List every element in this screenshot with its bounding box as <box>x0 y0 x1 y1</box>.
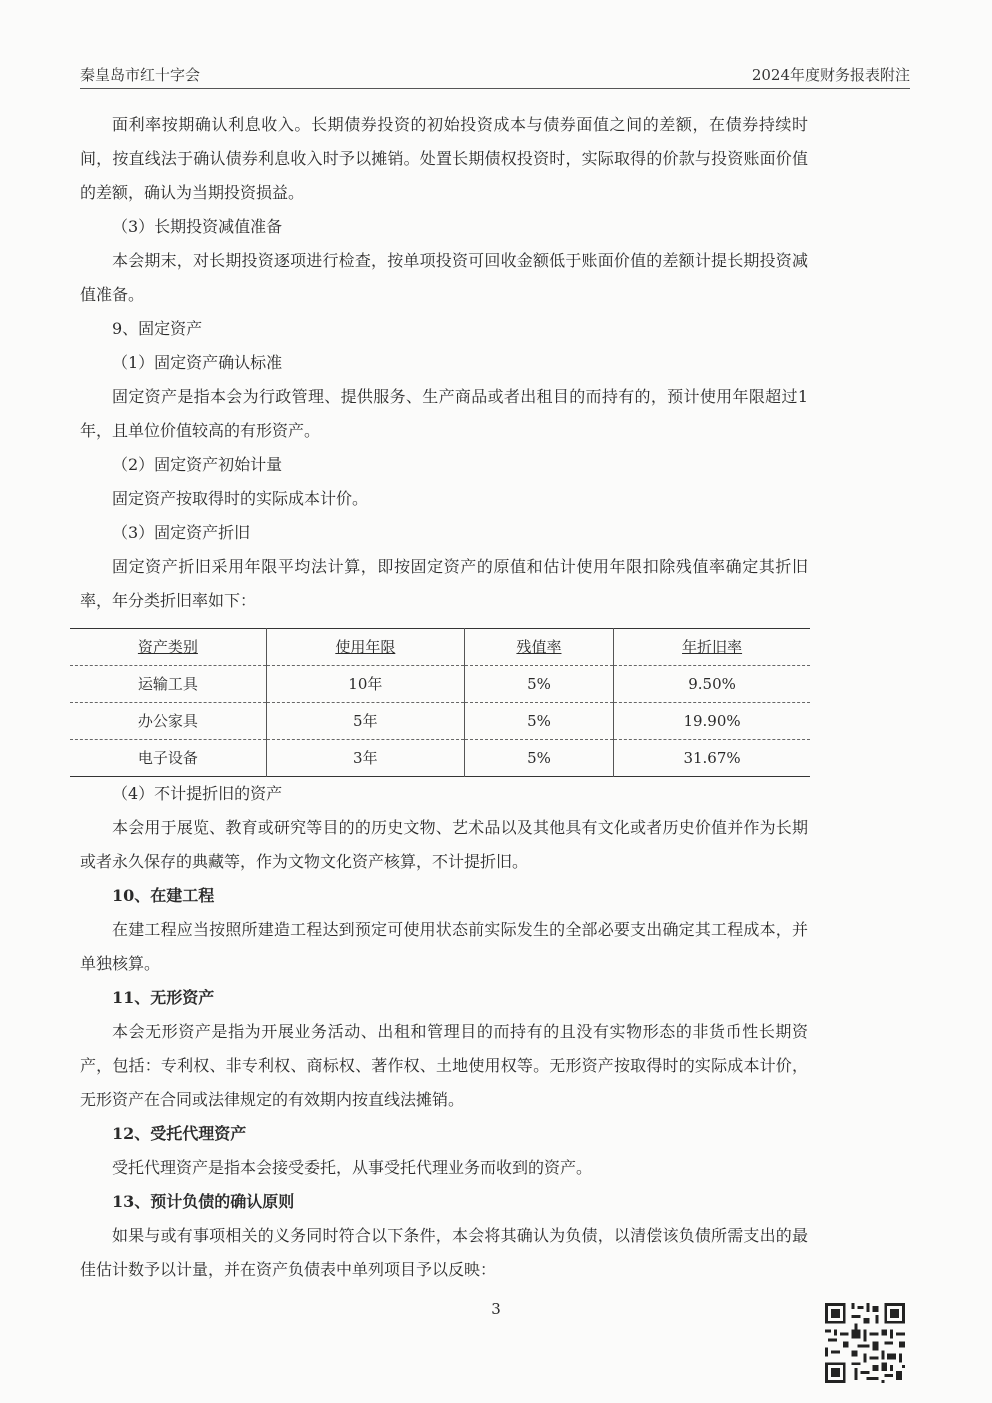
depreciation-rate-table <box>70 628 810 777</box>
table-cell: 办公家具 <box>70 703 266 740</box>
section-heading: 11、无形资产 <box>112 988 215 1007</box>
qr-code-icon <box>822 1300 908 1386</box>
column-header: 使用年限 <box>266 629 464 666</box>
section-heading: 9、固定资产 <box>112 319 203 338</box>
paragraph: 本会期末，对长期投资逐项进行检查，按单项投资可回收金额低于账面价值的差额计提长期投资减值准备。 <box>80 251 808 304</box>
section-heading: 12、受托代理资产 <box>112 1124 247 1143</box>
column-header: 资产类别 <box>70 629 266 666</box>
table-cell: 电子设备 <box>70 740 266 777</box>
paragraph: 受托代理资产是指本会接受委托，从事受托代理业务而收到的资产。 <box>112 1158 593 1177</box>
page-body <box>80 108 808 1287</box>
section-heading: 10、在建工程 <box>112 886 215 905</box>
page-header <box>80 62 910 89</box>
table-header-row <box>70 629 810 666</box>
table-cell: 9.50% <box>614 666 810 703</box>
table-cell: 5年 <box>266 703 464 740</box>
table-row <box>70 740 810 777</box>
section-heading: （3）固定资产折旧 <box>112 523 251 542</box>
paragraph: 固定资产是指本会为行政管理、提供服务、生产商品或者出租目的而持有的，预计使用年限超过1年，且单位价值较高的有形资产。 <box>80 387 808 440</box>
table-cell: 10年 <box>266 666 464 703</box>
table-cell: 3年 <box>266 740 464 777</box>
table-cell: 5% <box>464 740 613 777</box>
section-heading: （4）不计提折旧的资产 <box>112 784 283 803</box>
column-header: 年折旧率 <box>614 629 810 666</box>
paragraph: 面利率按期确认利息收入。长期债券投资的初始投资成本与债券面值之间的差额，在债券持续时间，按直线法于确认债券利息收入时予以摊销。处置长期债权投资时，实际取得的价款与投资账面价值的差额，确认为当期投资损益。 <box>80 115 808 202</box>
depreciation-table-container <box>70 628 810 777</box>
paragraph: 本会无形资产是指为开展业务活动、出租和管理目的而持有的且没有实物形态的非货币性长期资产，包括：专利权、非专利权、商标权、著作权、土地使用权等。无形资产按取得时的实际成本计价，无形资产在合同或法律规定的有效期内按直线法摊销。 <box>80 1022 808 1109</box>
table-row <box>70 703 810 740</box>
section-heading: （2）固定资产初始计量 <box>112 455 283 474</box>
paragraph: 本会用于展览、教育或研究等目的的历史文物、艺术品以及其他具有文化或者历史价值并作为长期或者永久保存的典藏等，作为文物文化资产核算，不计提折旧。 <box>80 818 808 871</box>
paragraph: 固定资产折旧采用年限平均法计算，即按固定资产的原值和估计使用年限扣除残值率确定其折旧率，年分类折旧率如下： <box>80 557 808 610</box>
table-cell: 运输工具 <box>70 666 266 703</box>
section-heading: （3）长期投资减值准备 <box>112 217 283 236</box>
table-cell: 5% <box>464 703 613 740</box>
paragraph: 固定资产按取得时的实际成本计价。 <box>112 489 369 508</box>
paragraph: 如果与或有事项相关的义务同时符合以下条件，本会将其确认为负债，以清偿该负债所需支出的最佳估计数予以计量，并在资产负债表中单列项目予以反映： <box>80 1226 808 1279</box>
page-number: 3 <box>491 1300 501 1318</box>
table-row <box>70 666 810 703</box>
table-cell: 19.90% <box>614 703 810 740</box>
document-title: 2024年度财务报表附注 <box>751 66 910 84</box>
column-header: 残值率 <box>464 629 613 666</box>
paragraph: 在建工程应当按照所建造工程达到预定可使用状态前实际发生的全部必要支出确定其工程成本，并单独核算。 <box>80 920 808 973</box>
section-heading: 13、预计负债的确认原则 <box>112 1192 295 1211</box>
table-cell: 31.67% <box>614 740 810 777</box>
organization-name: 秦皇岛市红十字会 <box>80 66 201 84</box>
table-cell: 5% <box>464 666 613 703</box>
section-heading: （1）固定资产确认标准 <box>112 353 283 372</box>
